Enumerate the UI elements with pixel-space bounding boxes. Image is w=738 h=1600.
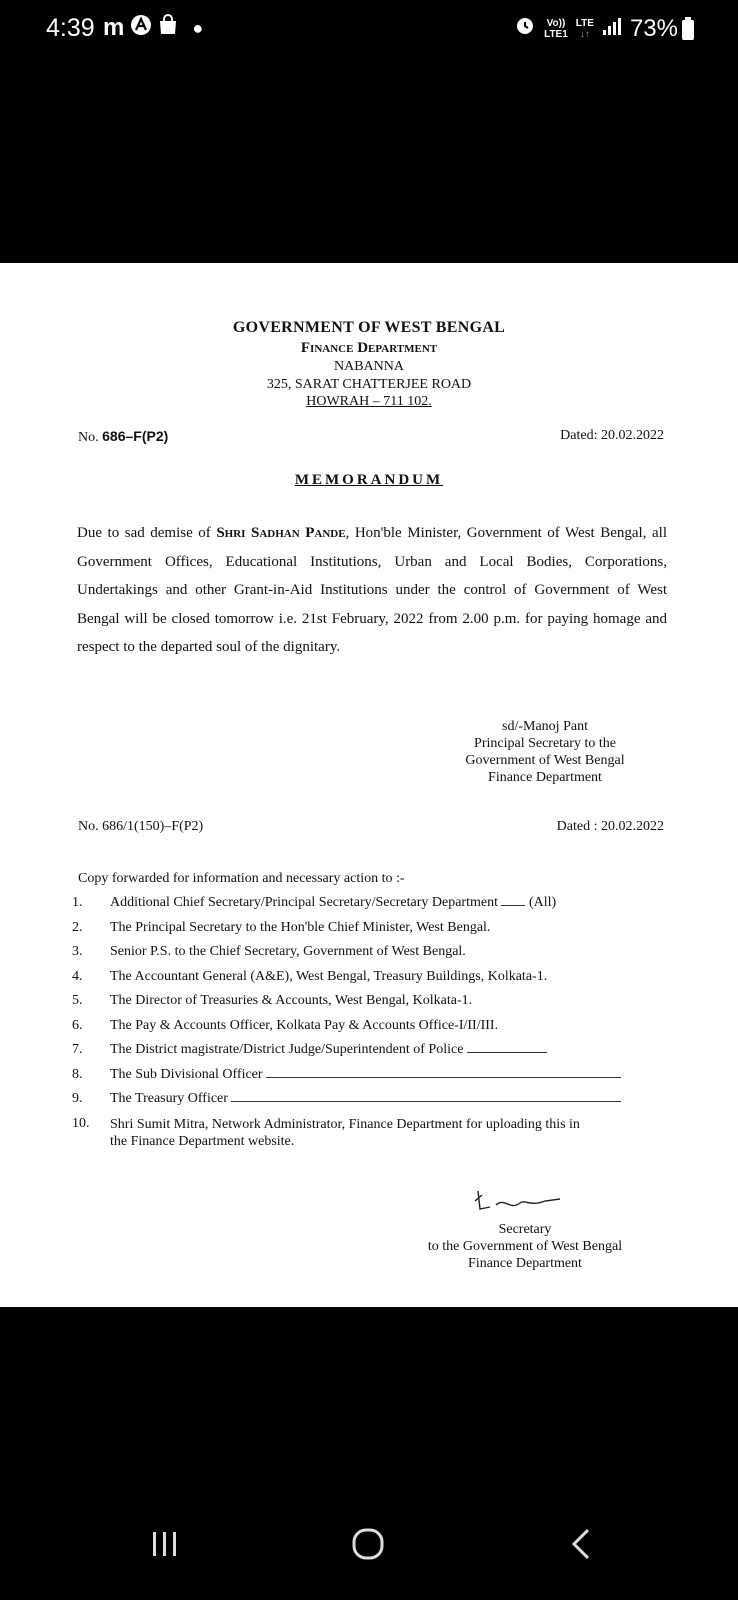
ref-number-2: No. 686/1(150)–F(P2) xyxy=(78,819,204,834)
recents-button[interactable] xyxy=(145,1524,185,1569)
back-icon xyxy=(562,1524,602,1564)
signature-block-2: Secretary to the Government of West Bengal Finance Department xyxy=(427,1222,623,1271)
list-item: 4. The Accountant General (A&E), West Bengal, Treasury Buildings, Kolkata-1. xyxy=(72,968,548,984)
list-item: 1. Additional Chief Secretary/Principal Secretary/Secretary Department (All) xyxy=(72,895,557,910)
distribution-list xyxy=(72,895,672,1156)
lte-indicator: LTE ↓↑ xyxy=(575,17,594,40)
home-button[interactable] xyxy=(348,1524,388,1569)
battery-percent: 73% xyxy=(629,14,678,42)
notification-icons xyxy=(103,14,203,42)
signature-block-1: sd/-Manoj Pant Principal Secretary to the Government of West Bengal Finance Department xyxy=(465,719,625,785)
header-building: NABANNA xyxy=(334,359,404,374)
m-app-icon: m xyxy=(103,14,125,41)
navigation-bar xyxy=(0,1500,738,1600)
header-government: GOVERNMENT OF WEST BENGAL xyxy=(232,319,506,336)
status-bar xyxy=(0,0,738,60)
forward-intro: Copy forwarded for information and necessary action to :- xyxy=(78,871,405,886)
handwritten-signature xyxy=(470,1187,580,1217)
signal-icon xyxy=(602,15,622,43)
header-road: 325, SARAT CHATTERJEE ROAD xyxy=(266,377,472,392)
list-item: 2. The Principal Secretary to the Hon'ble Chief Minister, West Bengal. xyxy=(72,919,491,935)
bag-icon xyxy=(158,14,178,42)
header-city: HOWRAH – 711 102. xyxy=(306,394,432,409)
ref-number: No. 686–F(P2) xyxy=(78,428,169,445)
list-item: 8. The Sub Divisional Officer xyxy=(72,1067,672,1092)
dot-icon: ● xyxy=(192,17,204,38)
alarm-icon xyxy=(514,14,536,43)
memo-body: Due to sad demise of Shri Sadhan Pande, Hon'ble Minister, Government of West Bengal, all Government Offices, Educational Institutions, Urban and Local Bodies, Corporations, Undertakings and other Grant-in-Aid Institutions under the control of Government of West Bengal will be closed tomorrow i.e. 21st February, 2022 from 2.00 p.m. for paying homage and respect to the departed soul of the dignitary. xyxy=(77,525,667,655)
header-department: Finance Department xyxy=(300,340,438,356)
list-item: 9. The Treasury Officer xyxy=(72,1091,672,1116)
battery-icon xyxy=(682,20,694,40)
auto-icon xyxy=(130,14,152,42)
system-icons xyxy=(514,14,678,43)
date-2: Dated : 20.02.2022 xyxy=(556,819,664,834)
list-item: 7. The District magistrate/District Judge/Superintendent of Police xyxy=(72,1042,672,1067)
volte-indicator: Vo)) LTE1 xyxy=(544,17,568,40)
list-item: 5. The Director of Treasuries & Accounts, West Bengal, Kolkata-1. xyxy=(72,993,473,1008)
list-item: 6. The Pay & Accounts Officer, Kolkata Pay & Accounts Office-I/II/III. xyxy=(72,1017,499,1033)
list-item: 10. Shri Sumit Mitra, Network Administrator, Finance Department for uploading this in the Finance Department website. xyxy=(72,1115,580,1149)
recents-icon xyxy=(145,1524,185,1564)
memorandum-document xyxy=(0,263,738,1307)
date: Dated: 20.02.2022 xyxy=(560,428,664,443)
memo-title: MEMORANDUM xyxy=(294,472,444,488)
clock: 4:39 xyxy=(46,14,95,42)
back-button[interactable] xyxy=(562,1524,602,1569)
list-item: 3. Senior P.S. to the Chief Secretary, Government of West Bengal. xyxy=(72,944,466,959)
home-icon xyxy=(348,1524,388,1564)
